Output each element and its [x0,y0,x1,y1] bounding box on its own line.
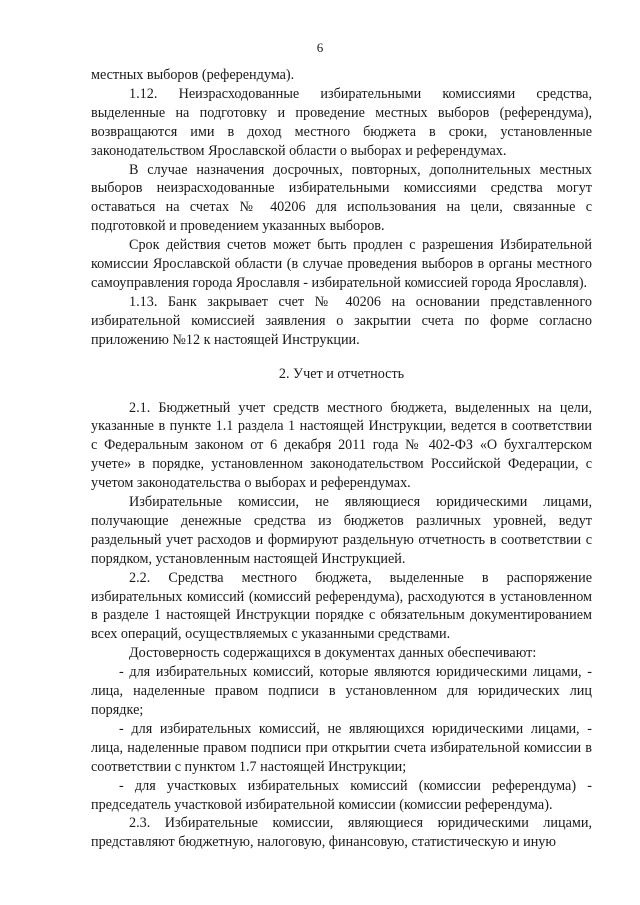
document-body [91,66,592,852]
list-item-precinct-commissions: - для участковых избирательных комиссий (комиссии референдума) - председатель участковой избирательной комиссии (комиссии референдума). [91,777,592,813]
list-item-non-legal-entities: - для избирательных комиссий, не являющихся юридическими лицами, - лица, наделенные правом подписи при открытии счета избирательной комиссии в соответствии с пунктом 1.7 настоящей Инструкции; [91,720,592,775]
paragraph-2-1: 2.1. Бюджетный учет средств местного бюджета, выделенных на цели, указанные в пункте 1.1 раздела 1 настоящей Инструкции, ведется в соответствии с Федеральным законом от 6 декабря 2011 года № 402-ФЗ «О бухгалтерском учете» в порядке, установленном законодательством Российской Федерации, с учетом законодательства о выборах и референдумах. [91,399,592,492]
paragraph-non-legal-commissions: Избирательные комиссии, не являющиеся юридическими лицами, получающие денежные средства из бюджетов различных уровней, ведут раздельный учет расходов и формируют раздельную отчетность в соответствии с порядком, установленным настоящей Инструкцией. [91,494,592,567]
page-number: 6 [316,40,324,55]
paragraph-account-term: Срок действия счетов может быть продлен с разрешения Избирательной комиссии Ярославской области (в случае проведения выборов в органы местного самоуправления города Ярославля - избирательной комиссией города Ярославля). [91,237,592,291]
section-heading-accounting: 2. Учет и отчетность [278,365,405,382]
paragraph-reliability: Достоверность содержащихся в документах данных обеспечивают: [129,645,537,662]
paragraph-1-13: 1.13. Банк закрывает счет № 40206 на основании представленного избирательной комиссией заявления о закрытии счета по форме согласно приложению №12 к настоящей Инструкции. [91,293,592,348]
paragraph-2-3: 2.3. Избирательные комиссии, являющиеся юридическими лицами, представляют бюджетную, налоговую, финансовую, статистическую и иную [91,815,592,851]
paragraph-2-2: 2.2. Средства местного бюджета, выделенные в распоряжение избирательных комиссий (комиссий референдума), расходуются в установленном в разделе 1 настоящей Инструкции порядке с обязательным документированием всех операций, осуществляемых с указанными средствами. [91,569,592,643]
paragraph-1-12: 1.12. Неизрасходованные избирательными комиссиями средства, выделенные на подготовку и проведение местных выборов (референдума), возвращаются ими в доход местного бюджета в сроки, установленные законодательством Ярославской области о выборах и референдумах. [91,85,592,159]
list-item-legal-entities: - для избирательных комиссий, которые являются юридическими лицами, - лица, наделенные правом подписи в установленном для юридических лиц порядке; [91,664,592,718]
paragraph-early-elections: В случае назначения досрочных, повторных, дополнительных местных выборов неизрасходованные избирательными комиссиями средства могут оставаться на счетах № 40206 для использования на цели, связанные с подготовкой и проведением указанных выборов. [91,161,592,235]
paragraph-continuation: местных выборов (референдума). [91,67,295,83]
